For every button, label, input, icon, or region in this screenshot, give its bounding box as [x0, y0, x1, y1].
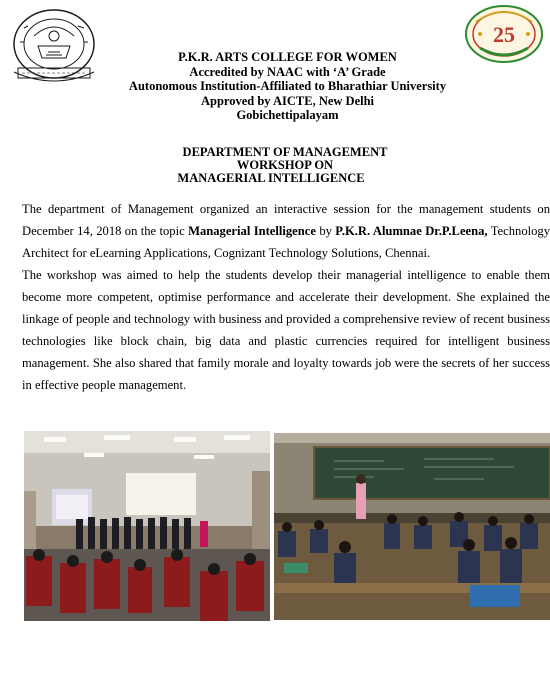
by-text: by: [315, 224, 336, 238]
jubilee-number: 25: [493, 22, 515, 47]
location: Gobichettipalayam: [236, 108, 339, 122]
event-type: WORKSHOP ON: [236, 158, 334, 172]
speaker-role: Technology Architect for eLearning Applications, Cognizant Technology Solutions, Chennai.: [22, 224, 550, 260]
event-topic: MANAGERIAL INTELLIGENCE: [177, 171, 365, 185]
classroom-photo: [274, 433, 550, 620]
college-emblem-icon: [8, 6, 100, 88]
college-header: [100, 50, 475, 123]
accreditation: Accredited by NAAC with ‘A’ Grade: [189, 64, 386, 79]
speaker-name: P.K.R. Alumnae Dr.P.Leena,: [335, 224, 488, 238]
event-heading: [120, 146, 450, 185]
intro-text: The department of Management organized an interactive session for the management students on December 14, 2018 on the topic: [22, 202, 550, 238]
topic-text: Managerial Intelligence: [188, 224, 316, 238]
approval: Approved by AICTE, New Delhi: [200, 93, 375, 108]
intro-paragraph: [22, 198, 550, 264]
college-name: P.K.R. ARTS COLLEGE FOR WOMEN: [178, 50, 397, 64]
affiliation: Autonomous Institution-Affiliated to Bharathiar University: [128, 79, 447, 93]
department-title: DEPARTMENT OF MANAGEMENT: [182, 145, 388, 159]
workshop-paragraph: The workshop was aimed to help the students develop their managerial intelligence to enable them become more competent, optimise performance and accelerate their development. She explained the linkage of people and technology with business and provided a comprehensive review of recent business technologies like block chain, big data and plastic currencies required for intelligent business management. She also shared that family morale and loyalty towards job were the secrets of her success in effective people management.: [22, 268, 550, 392]
seminar-hall-photo: [24, 431, 270, 621]
